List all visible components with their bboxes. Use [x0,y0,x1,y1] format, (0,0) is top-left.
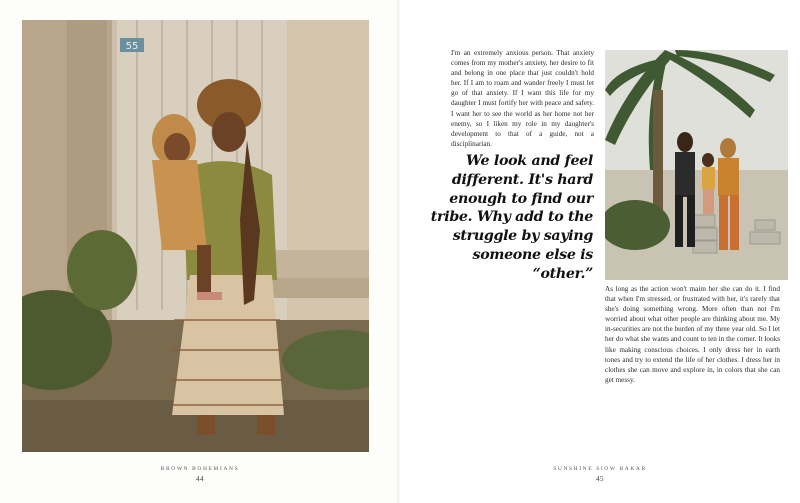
right-folio [550,466,650,483]
page-number: 44 [196,475,204,483]
body-text-bottom: As long as the action won't maim her she can do it. I find that when I'm stressed, or frustrated with her, it's rarely that she's doing something wrong. More often than not I'm worried about what other people are thinking about me. My in-securities are not the burden of my three year old. So I let her do what she wants and count to ten in the corner. It looks like making conscious choices. I only dress her in earth tones and try to extend the life of her clothes. I dress her in clothes she can move and explore in, in colors that she can get messy. [605,285,780,384]
running-title: SUNSHINE SIOW BAKAR [553,466,647,472]
mother-daughter-photo [22,20,369,452]
running-title: BROWN BOHEMIANS [160,466,240,472]
family-photo [605,50,788,280]
left-folio [150,466,250,483]
page-number: 45 [596,475,604,483]
pull-quote: We look and feel different. It's hard enough to find our tribe. Why add to the struggle by saying someone else is “other.” [430,153,593,282]
body-text-top: I'm an extremely anxious person. That anxiety comes from my mother's anxiety, her desire to fit and belong in one place that just couldn't hold her. If I am to roam and wander freely I must let go of that anxiety. If I want this life for my daughter I must fortify her with peace and safety. I want her to see the world as her home not her enemy, so I liken my role in my daughter's development to that of a guide, not a disciplinarian. [451,49,594,148]
house-number-plate: 55 [125,41,139,52]
